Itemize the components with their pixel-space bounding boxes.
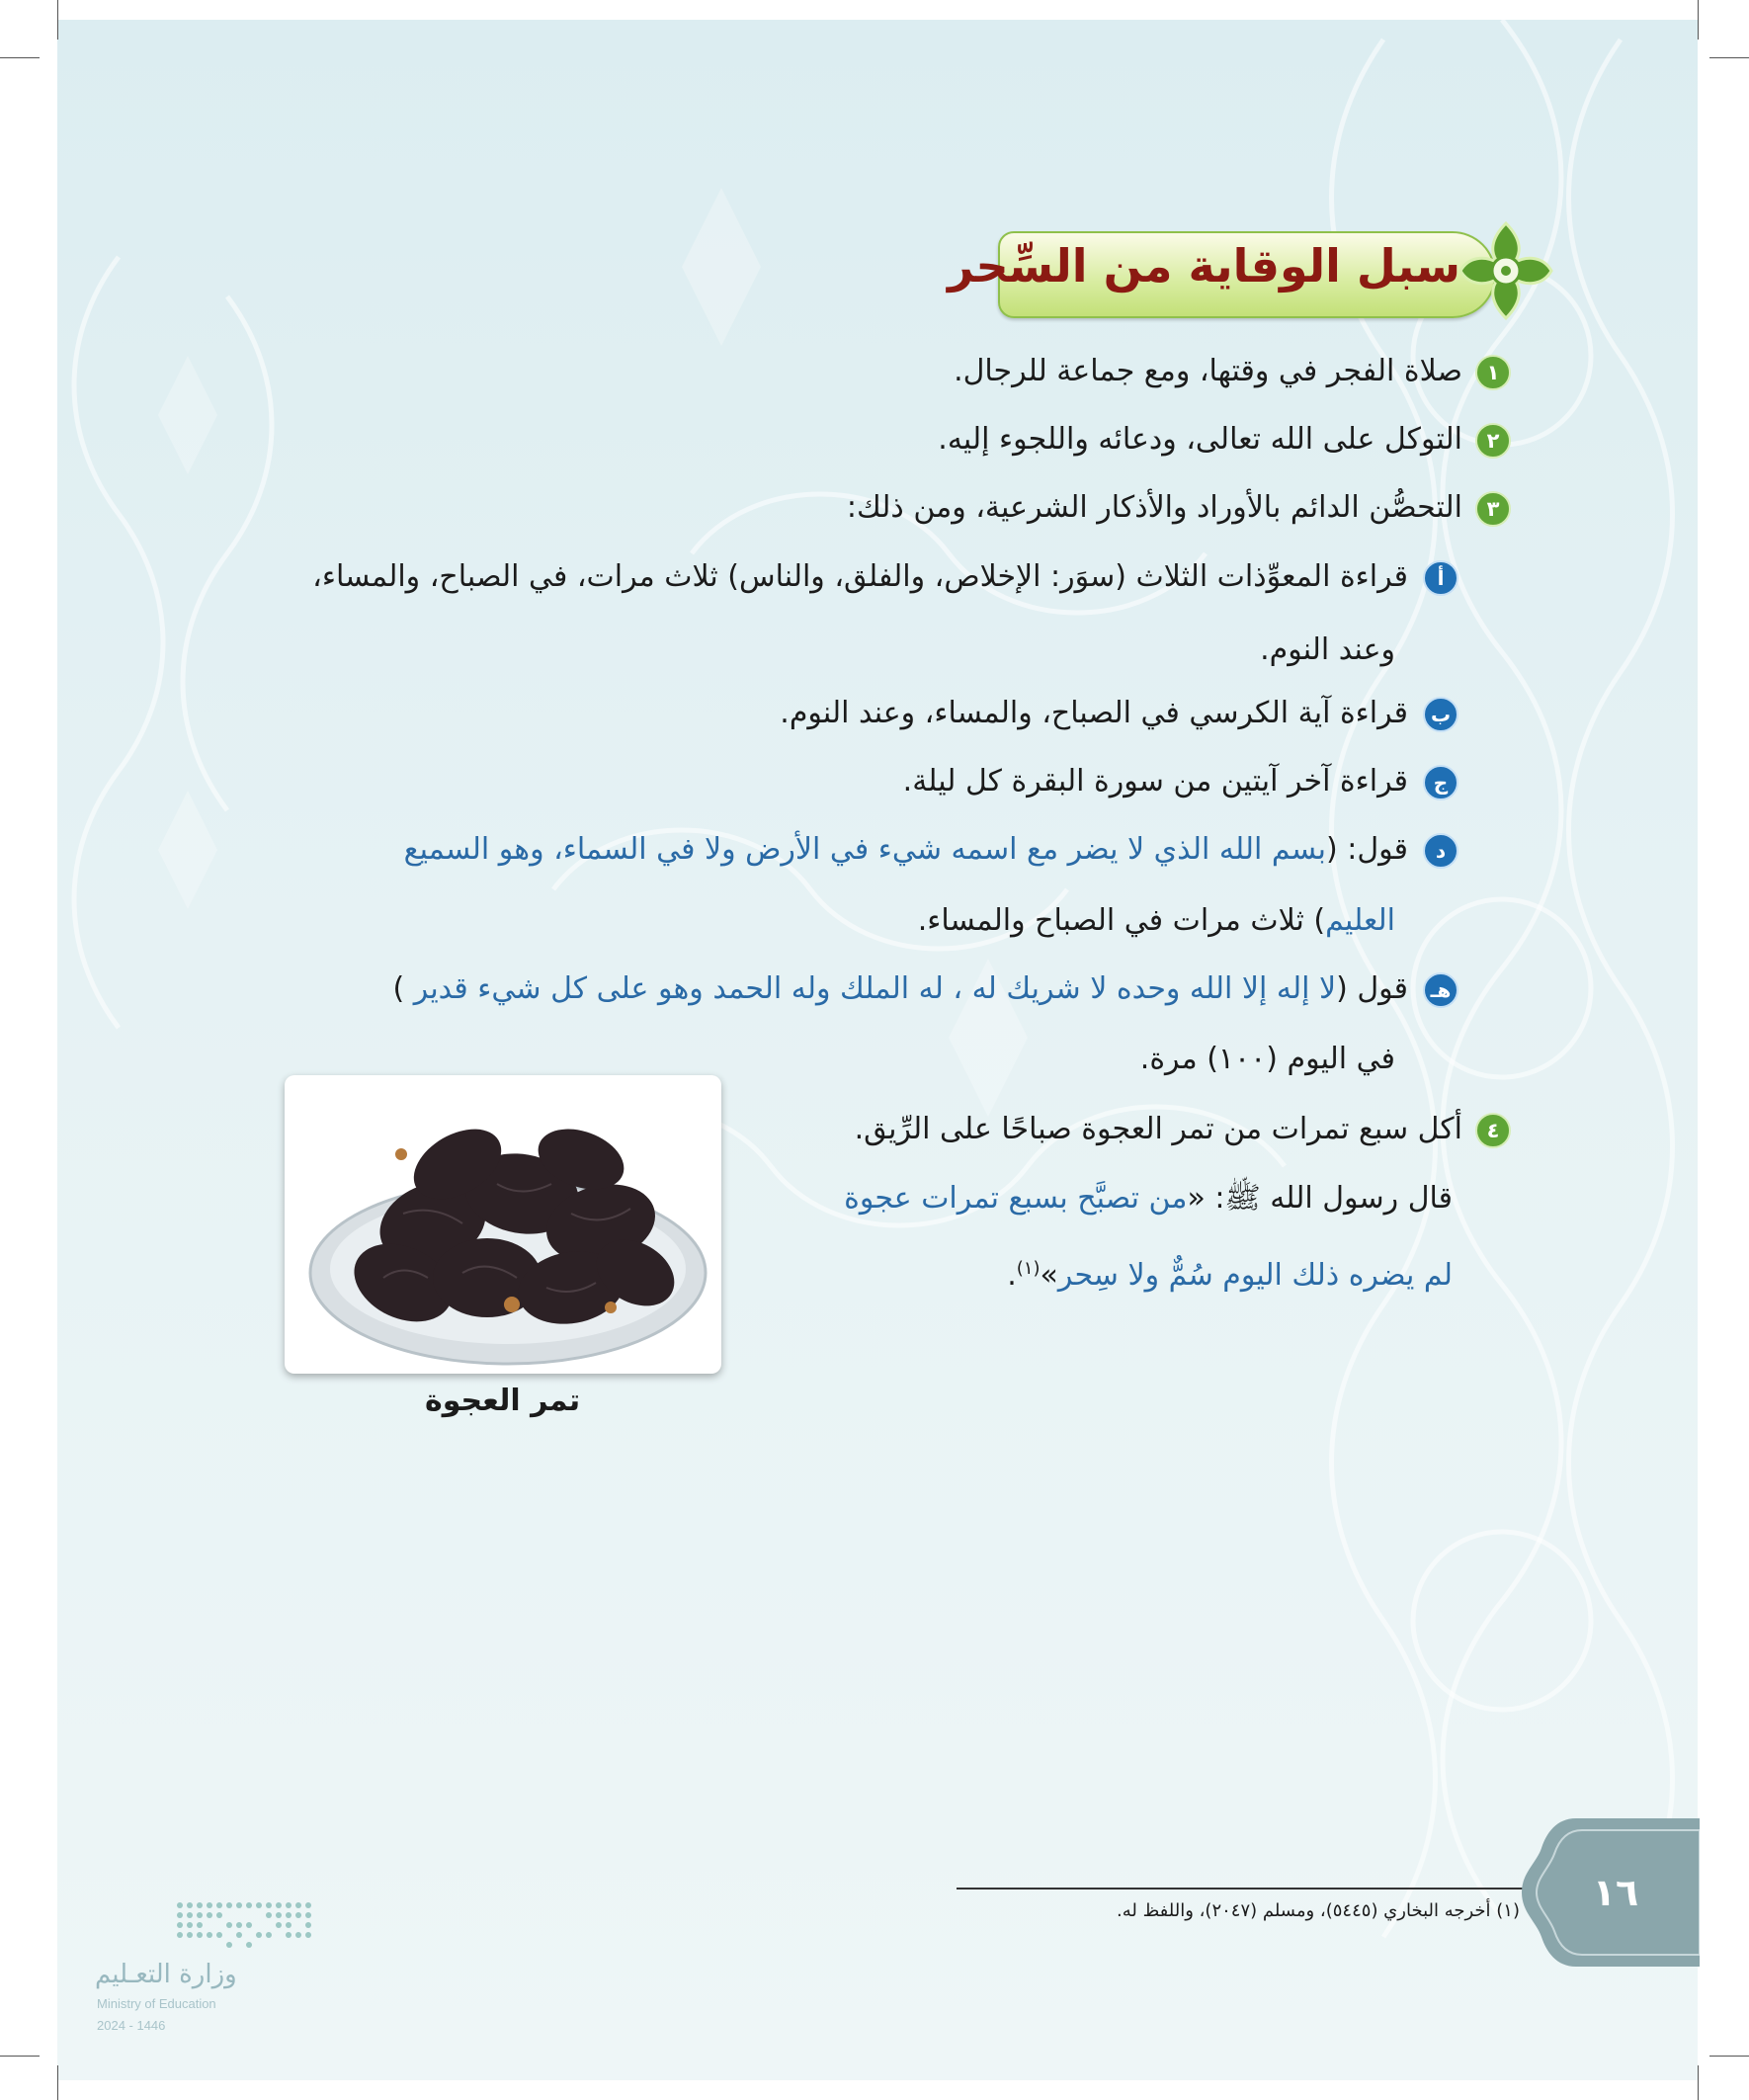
sub-item-b-text: قراءة آية الكرسي في الصباح، والمساء، وعند النوم. — [780, 696, 1408, 730]
sub-item-e-line1 — [393, 969, 1408, 1009]
number-badge-2: ٢ — [1475, 423, 1511, 459]
letter-badge-e: هـ — [1423, 972, 1458, 1008]
item-1-text: صلاة الفجر في وقتها، ومع جماعة للرجال. — [954, 354, 1462, 388]
letter-badge-b: ب — [1423, 697, 1458, 732]
sub-item-d-suffix: ) ثلاث مرات في الصباح والمساء. — [917, 903, 1326, 938]
sub-item-e-close: ) — [392, 971, 414, 1006]
page-number: ١٦ — [1592, 1871, 1639, 1914]
dates-bowl-icon — [285, 1075, 721, 1374]
sub-item-d-line1 — [404, 830, 1408, 870]
hadith-line1 — [844, 1179, 1453, 1218]
footnote: (١) أخرجه البخاري (٥٤٤٥)، ومسلم (٢٠٤٧)، واللفظ له. — [1116, 1900, 1520, 1921]
footnote-divider — [957, 1888, 1530, 1890]
section-title-banner — [947, 225, 1532, 320]
sub-item-a-line2: وعند النوم. — [1260, 632, 1395, 667]
hadith-intro: قال رسول الله ﷺ: « — [1187, 1181, 1453, 1216]
letter-badge-d: د — [1423, 833, 1458, 869]
hadith-text-2: لم يضره ذلك اليوم سُمٌّ ولا سِحر — [1057, 1258, 1453, 1293]
number-badge-4: ٤ — [1475, 1113, 1511, 1148]
item-3-text: التحصُّن الدائم بالأوراد والأذكار الشرعية، ومن ذلك: — [846, 490, 1462, 525]
hadith-text-1: من تصبَّح بسبع تمرات عجوة — [844, 1181, 1188, 1216]
letter-badge-c: ج — [1423, 765, 1458, 800]
item-2-text: التوكل على الله تعالى، ودعائه واللجوء إليه. — [938, 422, 1462, 457]
footnote-ref: (١) — [1016, 1258, 1041, 1279]
dates-photo — [285, 1075, 721, 1374]
ministry-name-english: Ministry of Education — [97, 1996, 216, 2011]
hadith-line2 — [1007, 1249, 1453, 1296]
sub-item-a-line1: قراءة المعوِّذات الثلاث (سوَر: الإخلاص، والفلق، والناس) ثلاث مرات، في الصباح، والمساء، — [312, 559, 1408, 594]
item-4-text: أكل سبع تمرات من تمر العجوة صباحًا على الرِّيق. — [854, 1112, 1462, 1146]
photo-caption: تمر العجوة — [425, 1384, 581, 1418]
number-badge-3: ٣ — [1475, 491, 1511, 527]
number-badge-1: ١ — [1475, 355, 1511, 390]
sub-item-e-dhikr: لا إله إلا الله وحده لا شريك له ، له الملك وله الحمد وهو على كل شيء قدير — [413, 971, 1337, 1006]
sub-item-c-text: قراءة آخر آيتين من سورة البقرة كل ليلة. — [902, 764, 1408, 798]
sub-item-e-prefix: قول ( — [1336, 971, 1408, 1006]
sub-item-d-prefix: قول: ( — [1326, 832, 1408, 867]
section-title: سبل الوقاية من السِّحر — [947, 239, 1460, 293]
sub-item-d-dhikr-1: بسم الله الذي لا يضر مع اسمه شيء في الأرض ولا في السماء، وهو السميع — [403, 832, 1327, 867]
sub-item-d-dhikr-2: العليم — [1325, 903, 1395, 938]
sub-item-d-line2 — [918, 901, 1395, 941]
sub-item-e-line2: في اليوم (١٠٠) مرة. — [1139, 1042, 1395, 1076]
hadith-end: . — [1007, 1258, 1017, 1293]
ministry-year: 2024 - 1446 — [97, 2018, 166, 2033]
ministry-name-arabic: وزارة التعـليم — [95, 1960, 237, 1989]
letter-badge-a: أ — [1423, 560, 1458, 596]
hadith-close: » — [1040, 1258, 1058, 1293]
flower-emblem-icon — [1457, 219, 1555, 322]
